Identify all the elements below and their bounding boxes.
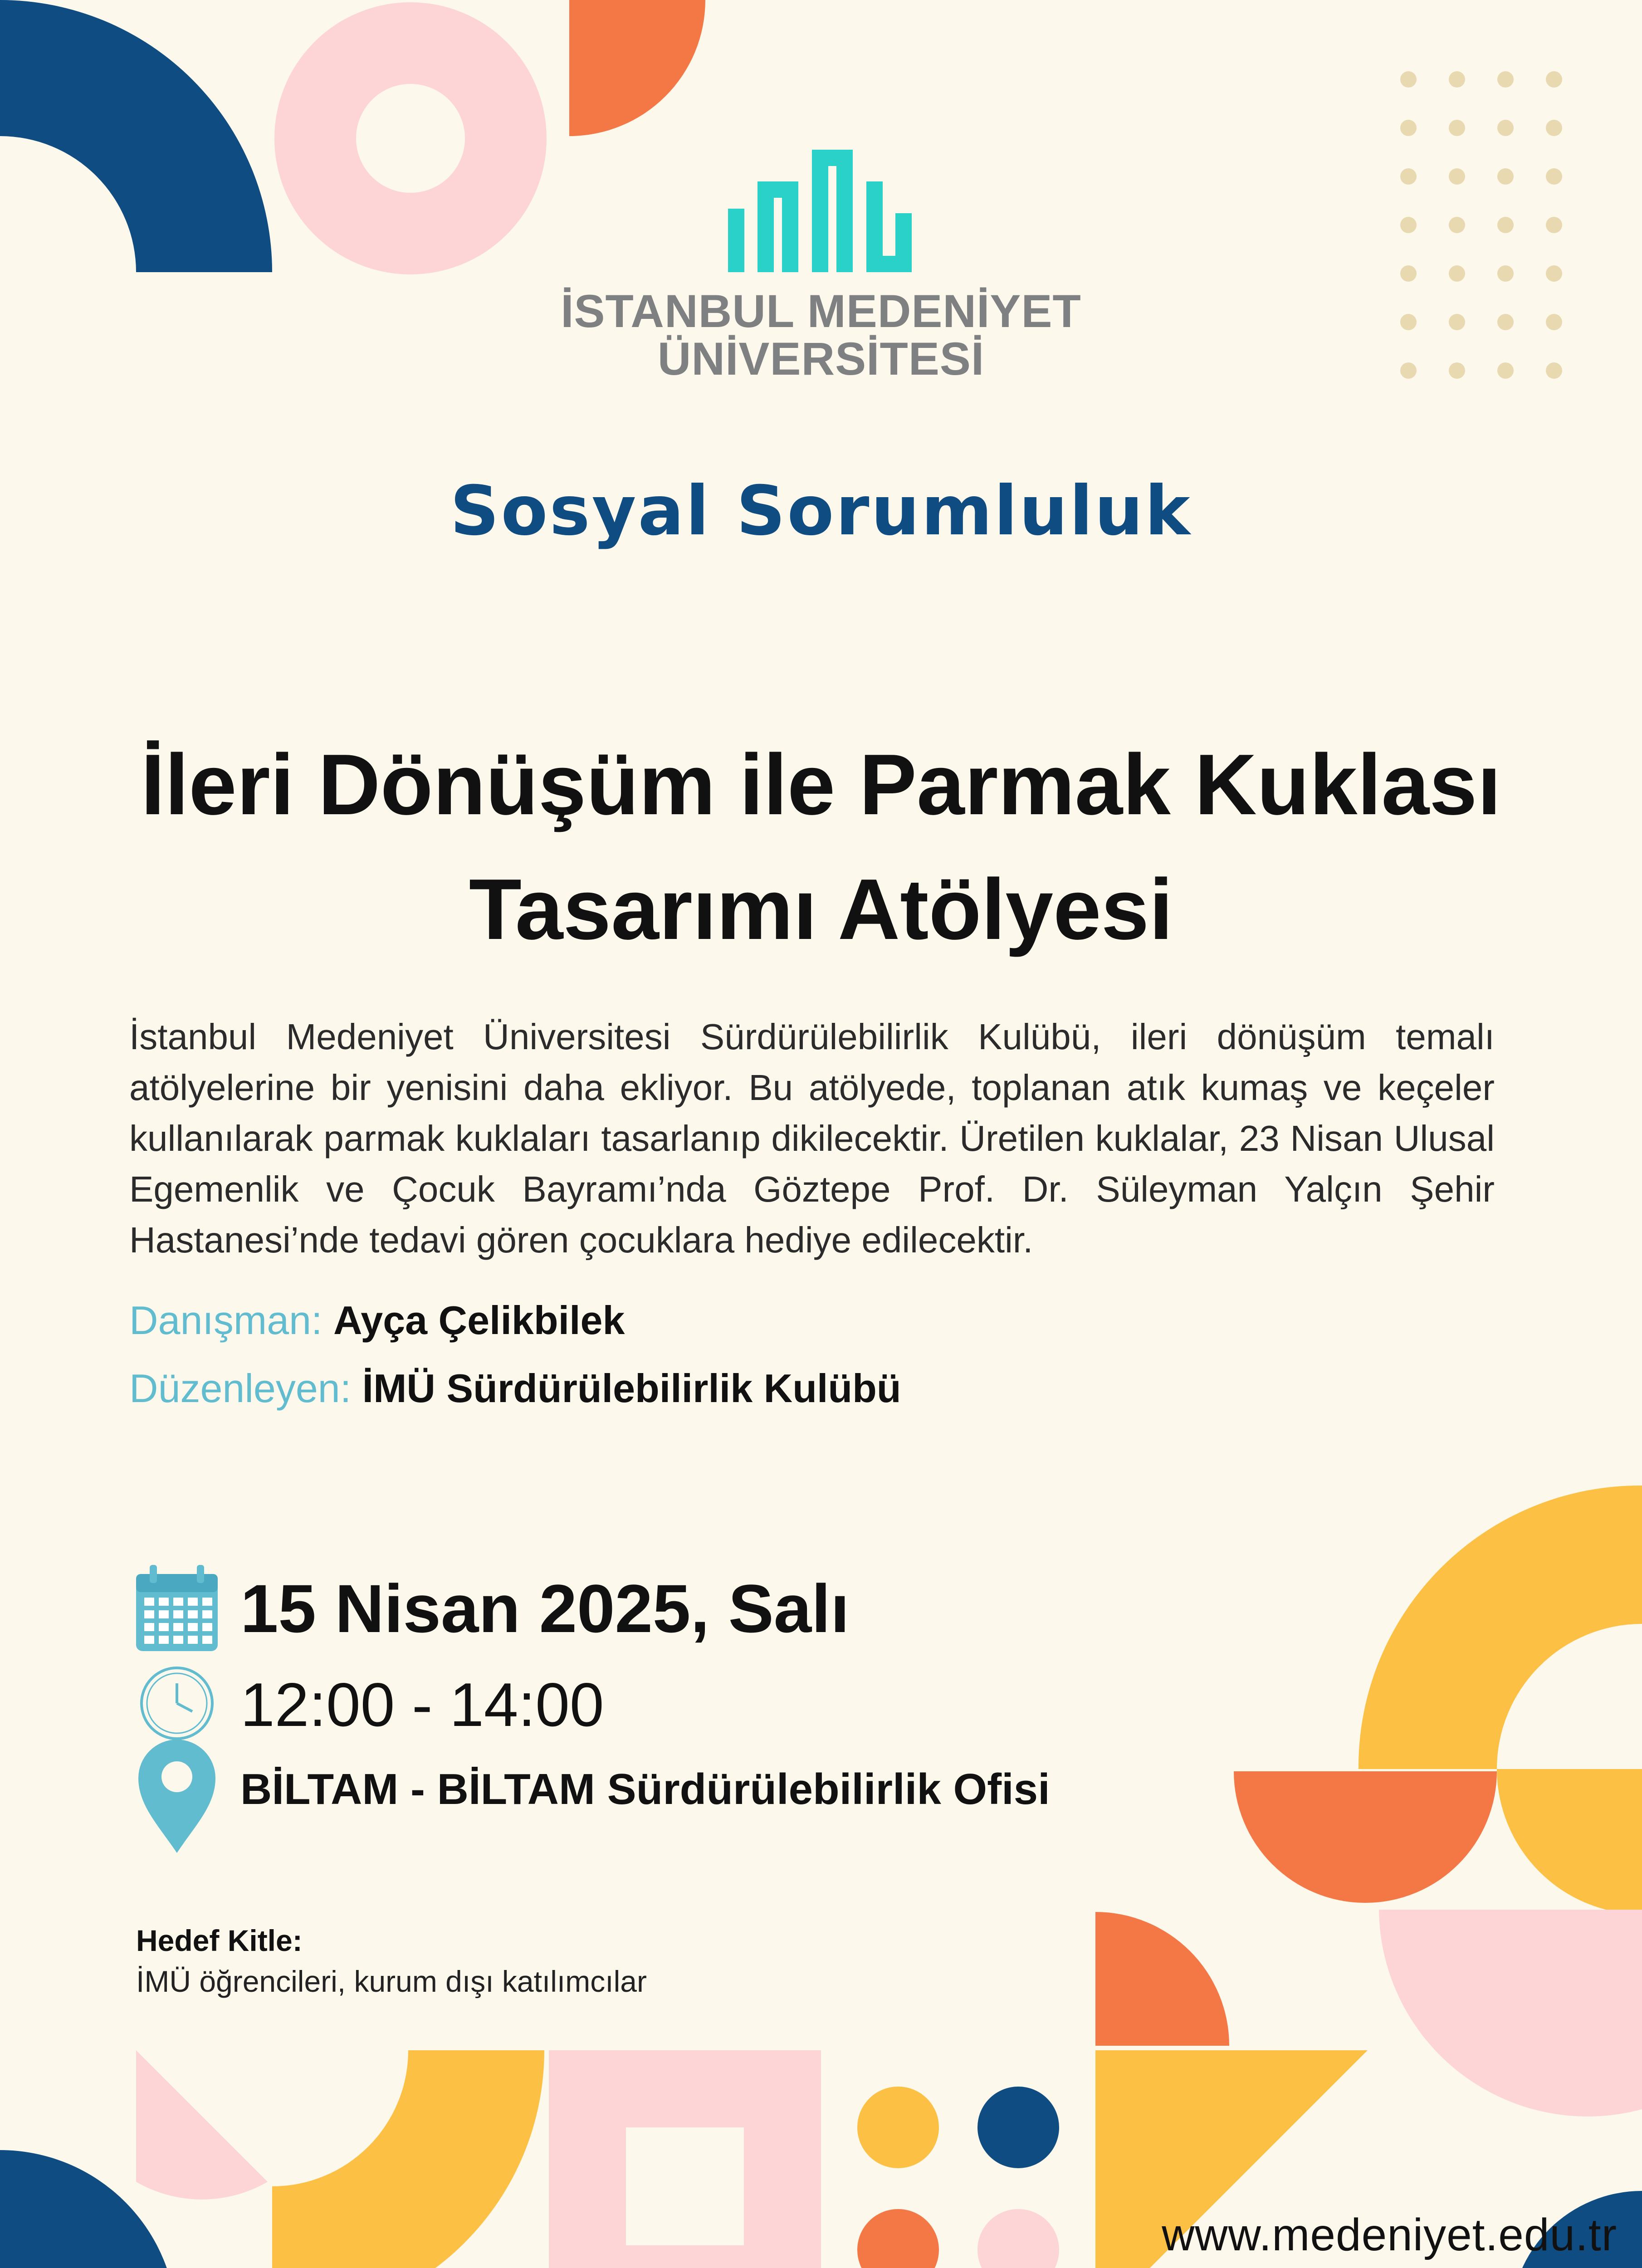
decor-dot	[1497, 217, 1514, 233]
event-title-line2: Tasarımı Atölyesi	[469, 861, 1173, 958]
decor-dot	[1546, 314, 1562, 330]
organizer-label: Düzenleyen:	[129, 1366, 352, 1411]
decor-dot	[1400, 71, 1417, 88]
organizer-row	[129, 1365, 901, 1412]
section-title: Sosyal Sorumluluk	[450, 472, 1192, 551]
event-title-line1: İleri Dönüşüm ile Parmak Kuklası	[141, 737, 1501, 833]
decor-dot	[1497, 120, 1514, 136]
decor-dot	[1546, 217, 1562, 233]
organizer-value: İMÜ Sürdürülebilirlik Kulübü	[362, 1366, 901, 1411]
right-orange-half	[1234, 1771, 1497, 1903]
event-description: İstanbul Medeniyet Üniversitesi Sürdürülebilirlik Kulübü, ileri dönüşüm temalı atölyelerine bir yenisini daha ekliyor. Bu atölyede, toplanan atık kumaş ve keçeler kullanılarak parmak kuklaları tasarlanıp dikilecektir. Üretilen kuklalar, 23 Nisan Ulusal Egemenlik ve Çocuk Bayramı’nda Göztepe Prof. Dr. Süleyman Yalçın Şehir Hastanesi’nde tedavi gören çocuklara hediye edilecektir.	[129, 1017, 1495, 1260]
bottom-orange-dot	[857, 2209, 939, 2268]
decor-dot	[1400, 217, 1417, 233]
right-yellow-ring	[1359, 1486, 1642, 1769]
decor-dot	[1400, 314, 1417, 330]
top-pink-donut	[315, 43, 506, 234]
calendar-icon	[136, 1565, 218, 1651]
event-location: BİLTAM - BİLTAM Sürdürülebilirlik Ofisi	[240, 1765, 1050, 1813]
bottom-left-pink-quarter	[136, 2050, 268, 2200]
decor-dot	[1449, 168, 1465, 185]
university-logo-icon	[728, 150, 912, 272]
decor-dot	[1400, 120, 1417, 136]
decor-dot	[1497, 362, 1514, 379]
decor-dot	[1497, 71, 1514, 88]
audience-value: İMÜ öğrencileri, kurum dışı katılımcılar	[136, 1965, 647, 1998]
decor-dot	[1449, 362, 1465, 379]
university-name-line1: İSTANBUL MEDENİYET	[561, 285, 1081, 337]
bottom-yellow-dot	[857, 2087, 939, 2168]
decor-dot	[1546, 265, 1562, 282]
event-date: 15 Nisan 2025, Salı	[240, 1570, 850, 1647]
decor-dot	[1449, 120, 1465, 136]
right-yellow-ring-bottom	[1497, 1769, 1642, 1914]
decor-dot	[1546, 71, 1562, 88]
event-time: 12:00 - 14:00	[240, 1670, 604, 1739]
bottom-pink-dot	[977, 2209, 1059, 2268]
location-pin-icon	[138, 1740, 215, 1853]
top-orange-quarter	[569, 0, 705, 136]
website-link[interactable]: www.medeniyet.edu.tr	[1162, 2209, 1617, 2260]
advisor-label: Danışman:	[129, 1298, 323, 1343]
bottom-pink-square-frame	[549, 2050, 821, 2268]
dot-grid	[1400, 71, 1562, 379]
top-left-navy-arc	[0, 0, 272, 272]
bottom-yellow-ring	[272, 2050, 544, 2268]
clock-icon	[142, 1668, 212, 1739]
decor-dot	[1497, 168, 1514, 185]
university-name-line2: ÜNİVERSİTESİ	[657, 333, 985, 385]
decor-dot	[1497, 314, 1514, 330]
decor-dot	[1449, 314, 1465, 330]
advisor-row	[129, 1297, 625, 1344]
decor-dot	[1449, 71, 1465, 88]
decor-dot	[1449, 217, 1465, 233]
decor-dot	[1546, 168, 1562, 185]
decor-dot	[1497, 265, 1514, 282]
decor-dot	[1546, 120, 1562, 136]
decor-dot	[1400, 265, 1417, 282]
advisor-value: Ayça Çelikbilek	[333, 1298, 625, 1343]
decor-dot	[1546, 362, 1562, 379]
decor-dot	[1400, 168, 1417, 185]
bottom-navy-dot	[977, 2087, 1059, 2168]
decor-dot	[1400, 362, 1417, 379]
decor-dot	[1449, 265, 1465, 282]
audience-label: Hedef Kitle:	[136, 1924, 303, 1957]
middle-orange-quarter	[1095, 1912, 1229, 2046]
right-pink-shape	[1379, 1910, 1642, 2116]
